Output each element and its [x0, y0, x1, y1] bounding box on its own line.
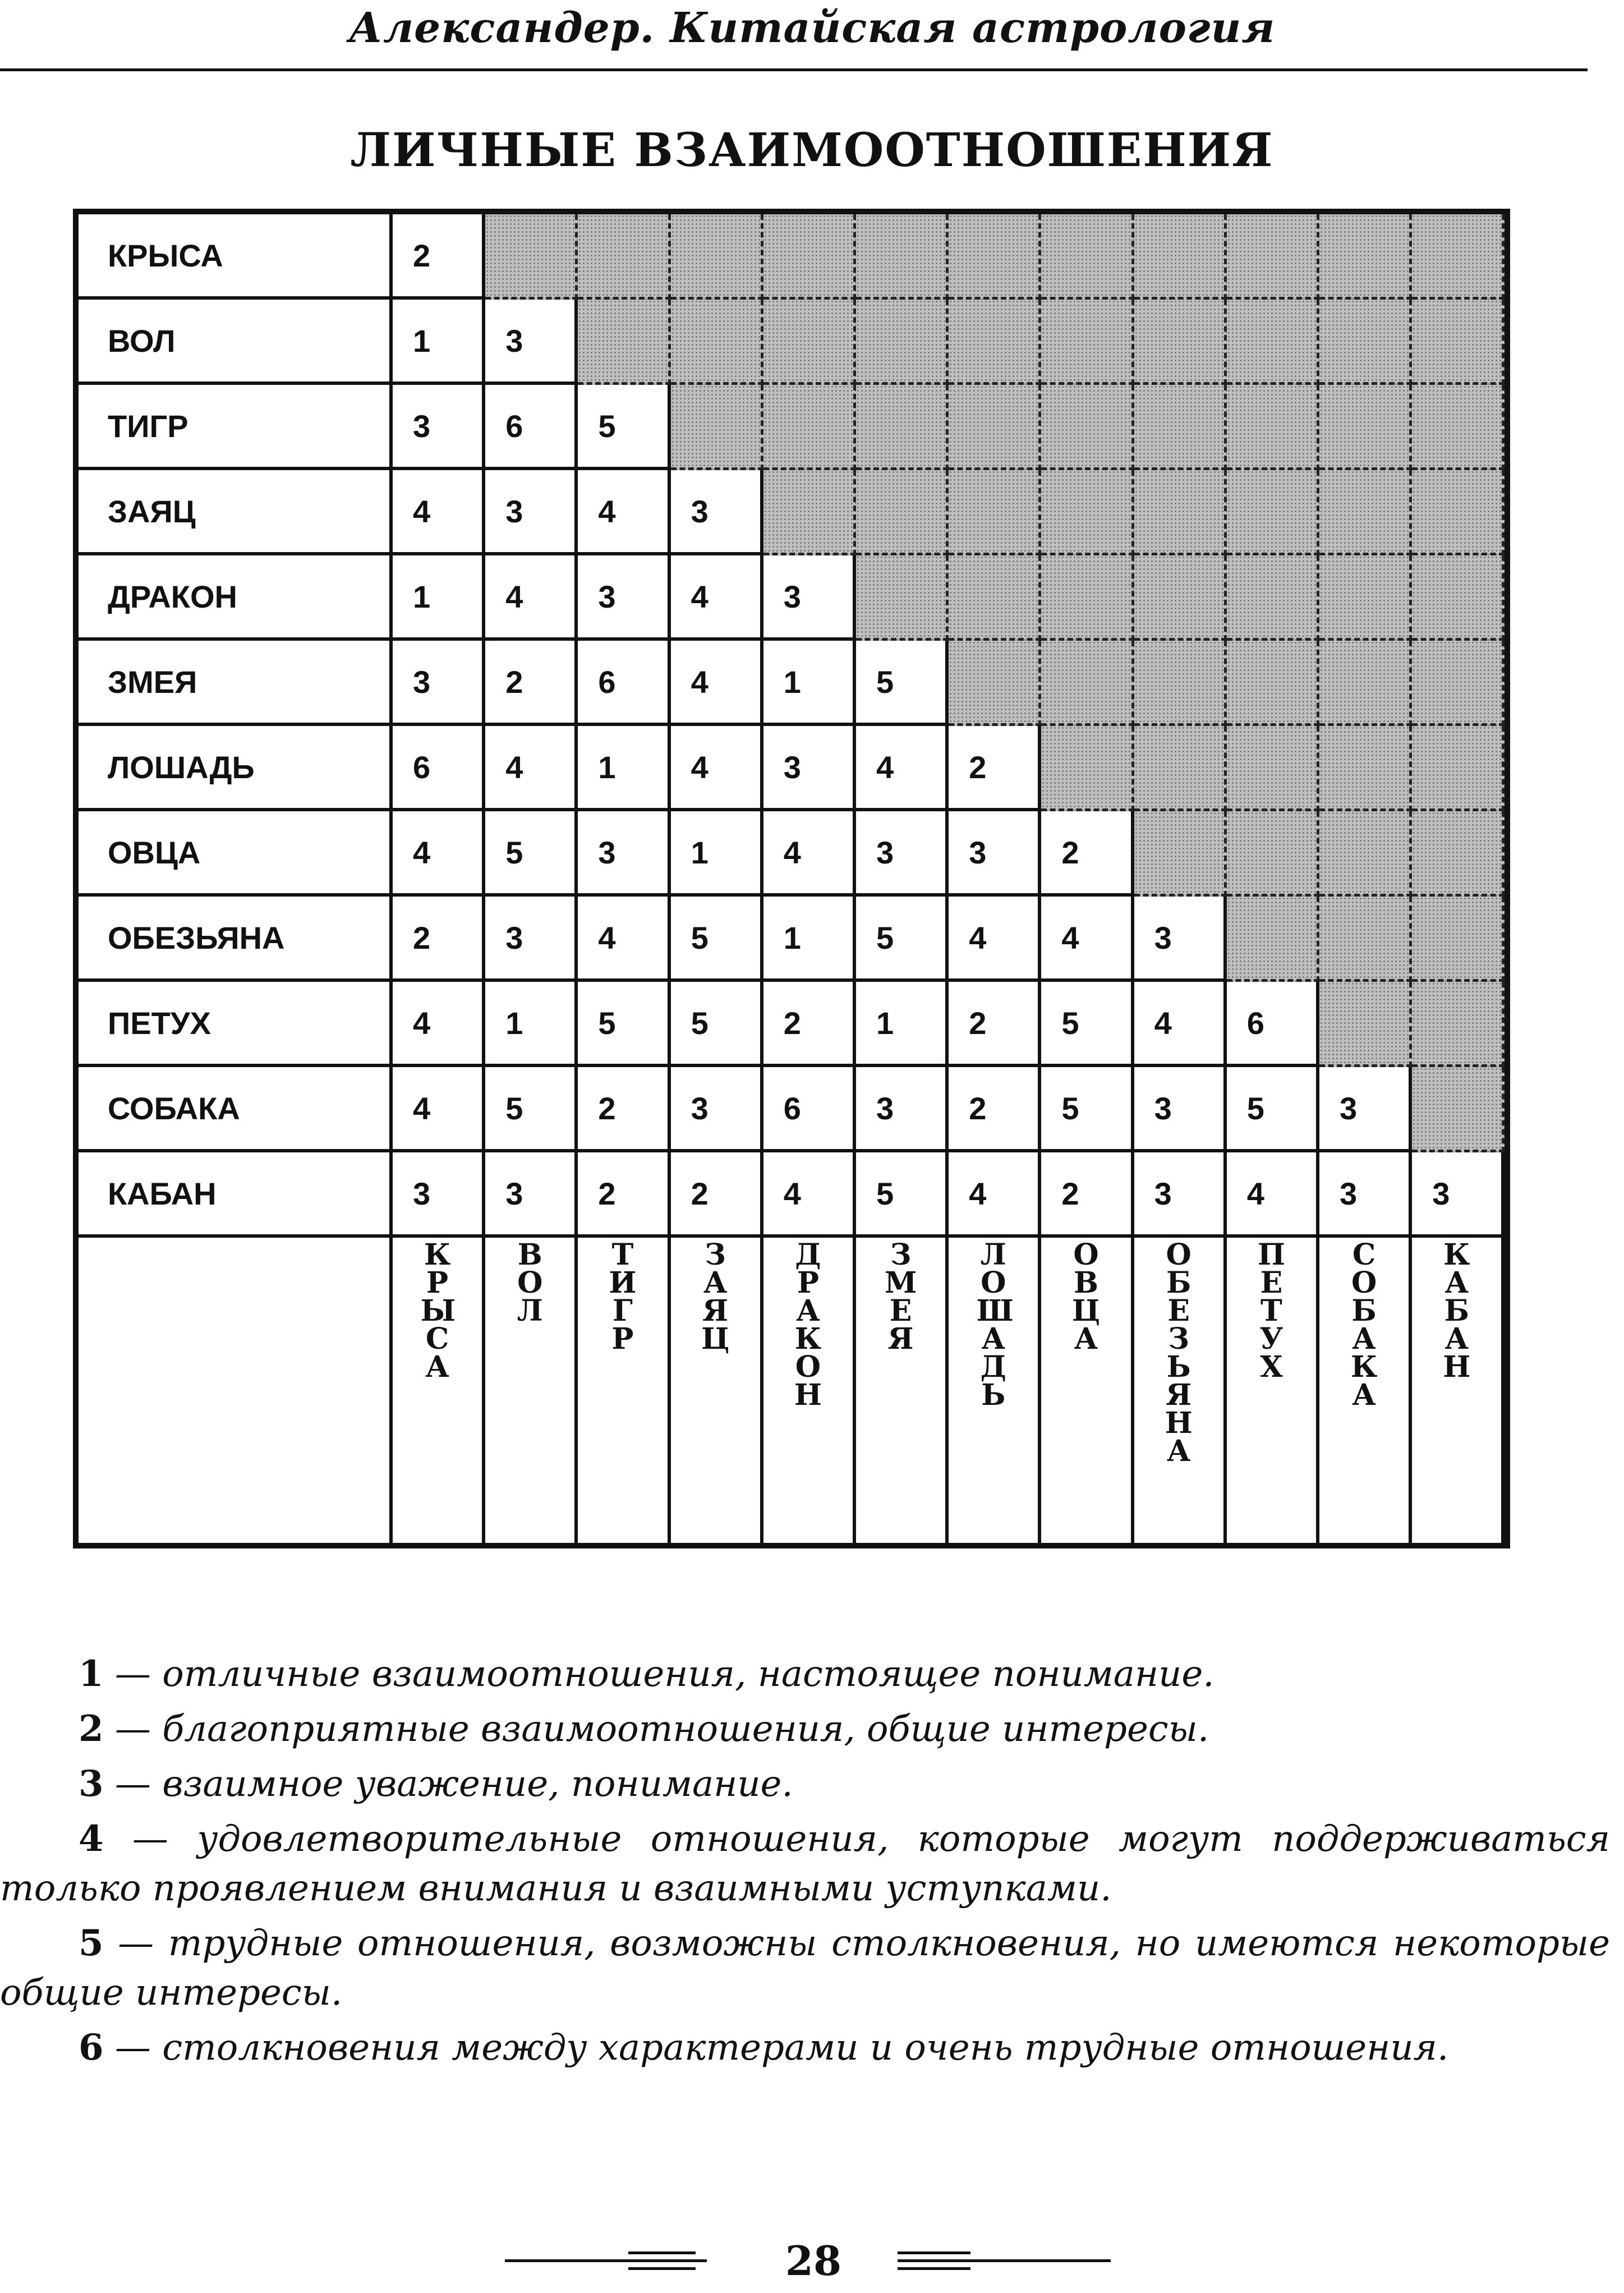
- shaded-cell: [949, 555, 1041, 641]
- shaded-cell: [1319, 385, 1412, 470]
- shaded-cell: [1412, 811, 1505, 897]
- shaded-cell: [1134, 555, 1227, 641]
- score-cell: 4: [1227, 1152, 1319, 1238]
- column-label: [763, 1238, 856, 1543]
- shaded-cell: [1412, 982, 1505, 1067]
- shaded-cell: [949, 385, 1041, 470]
- legend-text: — удовлетворительные отношения, которые могут поддерживаться только проявлением внимания и взаимными уступками.: [0, 1818, 1610, 1909]
- column-label: [578, 1238, 670, 1543]
- shaded-cell: [1412, 641, 1505, 726]
- legend-item: [0, 1919, 1610, 2018]
- shaded-cell: [949, 470, 1041, 555]
- row-label: ДРАКОН: [79, 555, 393, 641]
- blank-corner-cell: [79, 1238, 393, 1543]
- score-cell: 3: [485, 897, 578, 982]
- column-label-text: ДРАКОН: [794, 1238, 822, 1412]
- score-cell: 5: [485, 811, 578, 897]
- score-cell: 3: [1134, 1152, 1227, 1238]
- score-cell: 6: [485, 385, 578, 470]
- compatibility-grid: [79, 214, 1505, 1543]
- shaded-cell: [1319, 811, 1412, 897]
- shaded-cell: [1227, 385, 1319, 470]
- column-label-text: КРЫСА: [420, 1238, 456, 1384]
- score-cell: 5: [856, 1152, 949, 1238]
- row-label: ЗАЯЦ: [79, 470, 393, 555]
- score-cell: 2: [1041, 811, 1134, 897]
- score-cell: 4: [1134, 982, 1227, 1067]
- column-label: [485, 1238, 578, 1543]
- column-label: [1227, 1238, 1319, 1543]
- footer-rule-left-lower: [628, 2267, 696, 2270]
- shaded-cell: [1412, 1067, 1505, 1152]
- shaded-cell: [1227, 470, 1319, 555]
- score-cell: 3: [1412, 1152, 1505, 1238]
- row-label: ОВЦА: [79, 811, 393, 897]
- score-cell: 5: [485, 1067, 578, 1152]
- column-label: [393, 1238, 485, 1543]
- legend-number: 3: [79, 1763, 104, 1805]
- score-cell: 3: [949, 811, 1041, 897]
- column-label-text: ОВЦА: [1071, 1238, 1101, 1356]
- shaded-cell: [1134, 300, 1227, 385]
- shaded-cell: [1412, 470, 1505, 555]
- score-cell: 5: [1227, 1067, 1319, 1152]
- row-label: КАБАН: [79, 1152, 393, 1238]
- score-cell: 2: [578, 1067, 670, 1152]
- legend: [0, 1649, 1610, 2078]
- shaded-cell: [1412, 555, 1505, 641]
- footer-rule-right-upper: [898, 2251, 970, 2254]
- shaded-cell: [1134, 641, 1227, 726]
- score-cell: 2: [393, 897, 485, 982]
- header-rule: [0, 68, 1588, 71]
- score-cell: 4: [671, 555, 763, 641]
- shaded-cell: [1041, 300, 1134, 385]
- shaded-cell: [1319, 300, 1412, 385]
- score-cell: 3: [485, 300, 578, 385]
- legend-item: [0, 1814, 1610, 1913]
- shaded-cell: [1412, 897, 1505, 982]
- score-cell: 3: [671, 470, 763, 555]
- shaded-cell: [1227, 897, 1319, 982]
- column-label-text: СОБАКА: [1350, 1238, 1378, 1412]
- score-cell: 3: [763, 555, 856, 641]
- shaded-cell: [1412, 214, 1505, 300]
- column-label-text: ЗМЕЯ: [884, 1238, 917, 1356]
- score-cell: 5: [578, 385, 670, 470]
- column-label: [1319, 1238, 1412, 1543]
- score-cell: 3: [1319, 1067, 1412, 1152]
- column-label: [949, 1238, 1041, 1543]
- legend-item: [0, 2023, 1610, 2073]
- shaded-cell: [578, 300, 670, 385]
- score-cell: 2: [393, 214, 485, 300]
- shaded-cell: [1227, 555, 1319, 641]
- legend-item: [0, 1759, 1610, 1809]
- score-cell: 5: [671, 982, 763, 1067]
- legend-text: — трудные отношения, возможны столкновения, но имеются некоторые общие интересы.: [0, 1923, 1610, 2014]
- score-cell: 2: [949, 982, 1041, 1067]
- score-cell: 1: [393, 555, 485, 641]
- legend-number: 1: [79, 1653, 104, 1695]
- score-cell: 2: [1041, 1152, 1134, 1238]
- score-cell: 4: [578, 897, 670, 982]
- score-cell: 3: [485, 1152, 578, 1238]
- shaded-cell: [1134, 385, 1227, 470]
- score-cell: 5: [671, 897, 763, 982]
- score-cell: 4: [949, 897, 1041, 982]
- column-label-text: ТИГР: [609, 1238, 637, 1356]
- shaded-cell: [1134, 811, 1227, 897]
- shaded-cell: [1134, 726, 1227, 811]
- score-cell: 3: [1134, 1067, 1227, 1152]
- score-cell: 4: [393, 470, 485, 555]
- score-cell: 2: [763, 982, 856, 1067]
- shaded-cell: [1319, 897, 1412, 982]
- score-cell: 2: [949, 1067, 1041, 1152]
- shaded-cell: [1227, 641, 1319, 726]
- shaded-cell: [1041, 726, 1134, 811]
- legend-text: — столкновения между характерами и очень трудные отношения.: [103, 2027, 1449, 2069]
- legend-number: 2: [79, 1708, 104, 1750]
- shaded-cell: [485, 214, 578, 300]
- row-label: ПЕТУХ: [79, 982, 393, 1067]
- shaded-cell: [1041, 385, 1134, 470]
- score-cell: 4: [671, 641, 763, 726]
- shaded-cell: [856, 385, 949, 470]
- score-cell: 4: [578, 470, 670, 555]
- row-label: ЗМЕЯ: [79, 641, 393, 726]
- column-label-text: ЛОШАДЬ: [976, 1238, 1014, 1412]
- score-cell: 1: [393, 300, 485, 385]
- legend-text: — взаимное уважение, понимание.: [103, 1763, 793, 1805]
- shaded-cell: [1412, 300, 1505, 385]
- column-label-text: ПЕТУХ: [1257, 1238, 1285, 1384]
- shaded-cell: [1319, 982, 1412, 1067]
- shaded-cell: [1041, 214, 1134, 300]
- score-cell: 1: [578, 726, 670, 811]
- shaded-cell: [763, 385, 856, 470]
- score-cell: 3: [578, 555, 670, 641]
- score-cell: 4: [671, 726, 763, 811]
- legend-text: — благоприятные взаимоотношения, общие интересы.: [103, 1708, 1209, 1750]
- shaded-cell: [856, 555, 949, 641]
- legend-item: [0, 1649, 1610, 1699]
- score-cell: 1: [485, 982, 578, 1067]
- column-label-text: КАБАН: [1443, 1238, 1471, 1384]
- shaded-cell: [1319, 726, 1412, 811]
- shaded-cell: [949, 641, 1041, 726]
- shaded-cell: [1412, 726, 1505, 811]
- shaded-cell: [1319, 214, 1412, 300]
- shaded-cell: [671, 385, 763, 470]
- column-label: [856, 1238, 949, 1543]
- score-cell: 1: [763, 897, 856, 982]
- score-cell: 2: [578, 1152, 670, 1238]
- score-cell: 1: [856, 982, 949, 1067]
- compatibility-table: [73, 209, 1510, 1548]
- score-cell: 4: [1041, 897, 1134, 982]
- legend-number: 6: [79, 2027, 104, 2069]
- shaded-cell: [1227, 300, 1319, 385]
- shaded-cell: [763, 470, 856, 555]
- shaded-cell: [1041, 641, 1134, 726]
- score-cell: 6: [1227, 982, 1319, 1067]
- column-label: [1412, 1238, 1505, 1543]
- shaded-cell: [671, 300, 763, 385]
- footer-rule-right-lower: [898, 2267, 970, 2270]
- shaded-cell: [1412, 385, 1505, 470]
- legend-text: — отличные взаимоотношения, настоящее понимание.: [103, 1653, 1214, 1695]
- score-cell: 4: [393, 982, 485, 1067]
- score-cell: 3: [393, 385, 485, 470]
- shaded-cell: [1227, 811, 1319, 897]
- shaded-cell: [1041, 555, 1134, 641]
- shaded-cell: [856, 470, 949, 555]
- shaded-cell: [578, 214, 670, 300]
- score-cell: 2: [949, 726, 1041, 811]
- column-label: [1041, 1238, 1134, 1543]
- score-cell: 3: [485, 470, 578, 555]
- shaded-cell: [949, 214, 1041, 300]
- score-cell: 3: [393, 641, 485, 726]
- legend-number: 4: [79, 1818, 104, 1860]
- score-cell: 1: [671, 811, 763, 897]
- score-cell: 6: [393, 726, 485, 811]
- score-cell: 3: [1319, 1152, 1412, 1238]
- score-cell: 3: [1134, 897, 1227, 982]
- score-cell: 3: [763, 726, 856, 811]
- row-label: КРЫСА: [79, 214, 393, 300]
- footer-rule-right: [898, 2259, 1111, 2262]
- column-label: [1134, 1238, 1227, 1543]
- score-cell: 1: [763, 641, 856, 726]
- score-cell: 3: [671, 1067, 763, 1152]
- score-cell: 4: [949, 1152, 1041, 1238]
- score-cell: 3: [856, 811, 949, 897]
- score-cell: 5: [578, 982, 670, 1067]
- score-cell: 2: [671, 1152, 763, 1238]
- shaded-cell: [1319, 641, 1412, 726]
- score-cell: 3: [578, 811, 670, 897]
- shaded-cell: [856, 300, 949, 385]
- shaded-cell: [856, 214, 949, 300]
- score-cell: 6: [763, 1067, 856, 1152]
- row-label: ОБЕЗЬЯНА: [79, 897, 393, 982]
- score-cell: 4: [485, 555, 578, 641]
- row-label: ВОЛ: [79, 300, 393, 385]
- score-cell: 5: [856, 641, 949, 726]
- footer-rule-left-upper: [628, 2251, 696, 2254]
- column-label-text: ВОЛ: [517, 1238, 543, 1328]
- page-number: 28: [785, 2237, 842, 2285]
- footer-rule-left: [505, 2259, 707, 2262]
- row-label: ТИГР: [79, 385, 393, 470]
- shaded-cell: [763, 214, 856, 300]
- score-cell: 3: [393, 1152, 485, 1238]
- shaded-cell: [949, 300, 1041, 385]
- row-label: ЛОШАДЬ: [79, 726, 393, 811]
- score-cell: 4: [856, 726, 949, 811]
- shaded-cell: [1227, 726, 1319, 811]
- score-cell: 2: [485, 641, 578, 726]
- legend-number: 5: [79, 1922, 104, 1964]
- score-cell: 4: [485, 726, 578, 811]
- column-label-text: ЗАЯЦ: [701, 1238, 730, 1356]
- shaded-cell: [1319, 470, 1412, 555]
- shaded-cell: [763, 300, 856, 385]
- score-cell: 4: [763, 811, 856, 897]
- shaded-cell: [1041, 470, 1134, 555]
- score-cell: 5: [1041, 982, 1134, 1067]
- shaded-cell: [1134, 214, 1227, 300]
- score-cell: 4: [763, 1152, 856, 1238]
- page-footer: [0, 2236, 1624, 2286]
- column-label-text: ОБЕЗЬЯНА: [1165, 1238, 1193, 1468]
- shaded-cell: [1134, 470, 1227, 555]
- page-title: ЛИЧНЫЕ ВЗАИМООТНОШЕНИЯ: [350, 123, 1274, 177]
- shaded-cell: [1227, 214, 1319, 300]
- score-cell: 4: [393, 1067, 485, 1152]
- score-cell: 5: [856, 897, 949, 982]
- score-cell: 6: [578, 641, 670, 726]
- shaded-cell: [671, 214, 763, 300]
- column-label: [671, 1238, 763, 1543]
- row-label: СОБАКА: [79, 1067, 393, 1152]
- shaded-cell: [1319, 555, 1412, 641]
- running-title: Александер. Китайская астрология: [348, 4, 1276, 52]
- score-cell: 4: [393, 811, 485, 897]
- legend-item: [0, 1704, 1610, 1754]
- score-cell: 5: [1041, 1067, 1134, 1152]
- score-cell: 3: [856, 1067, 949, 1152]
